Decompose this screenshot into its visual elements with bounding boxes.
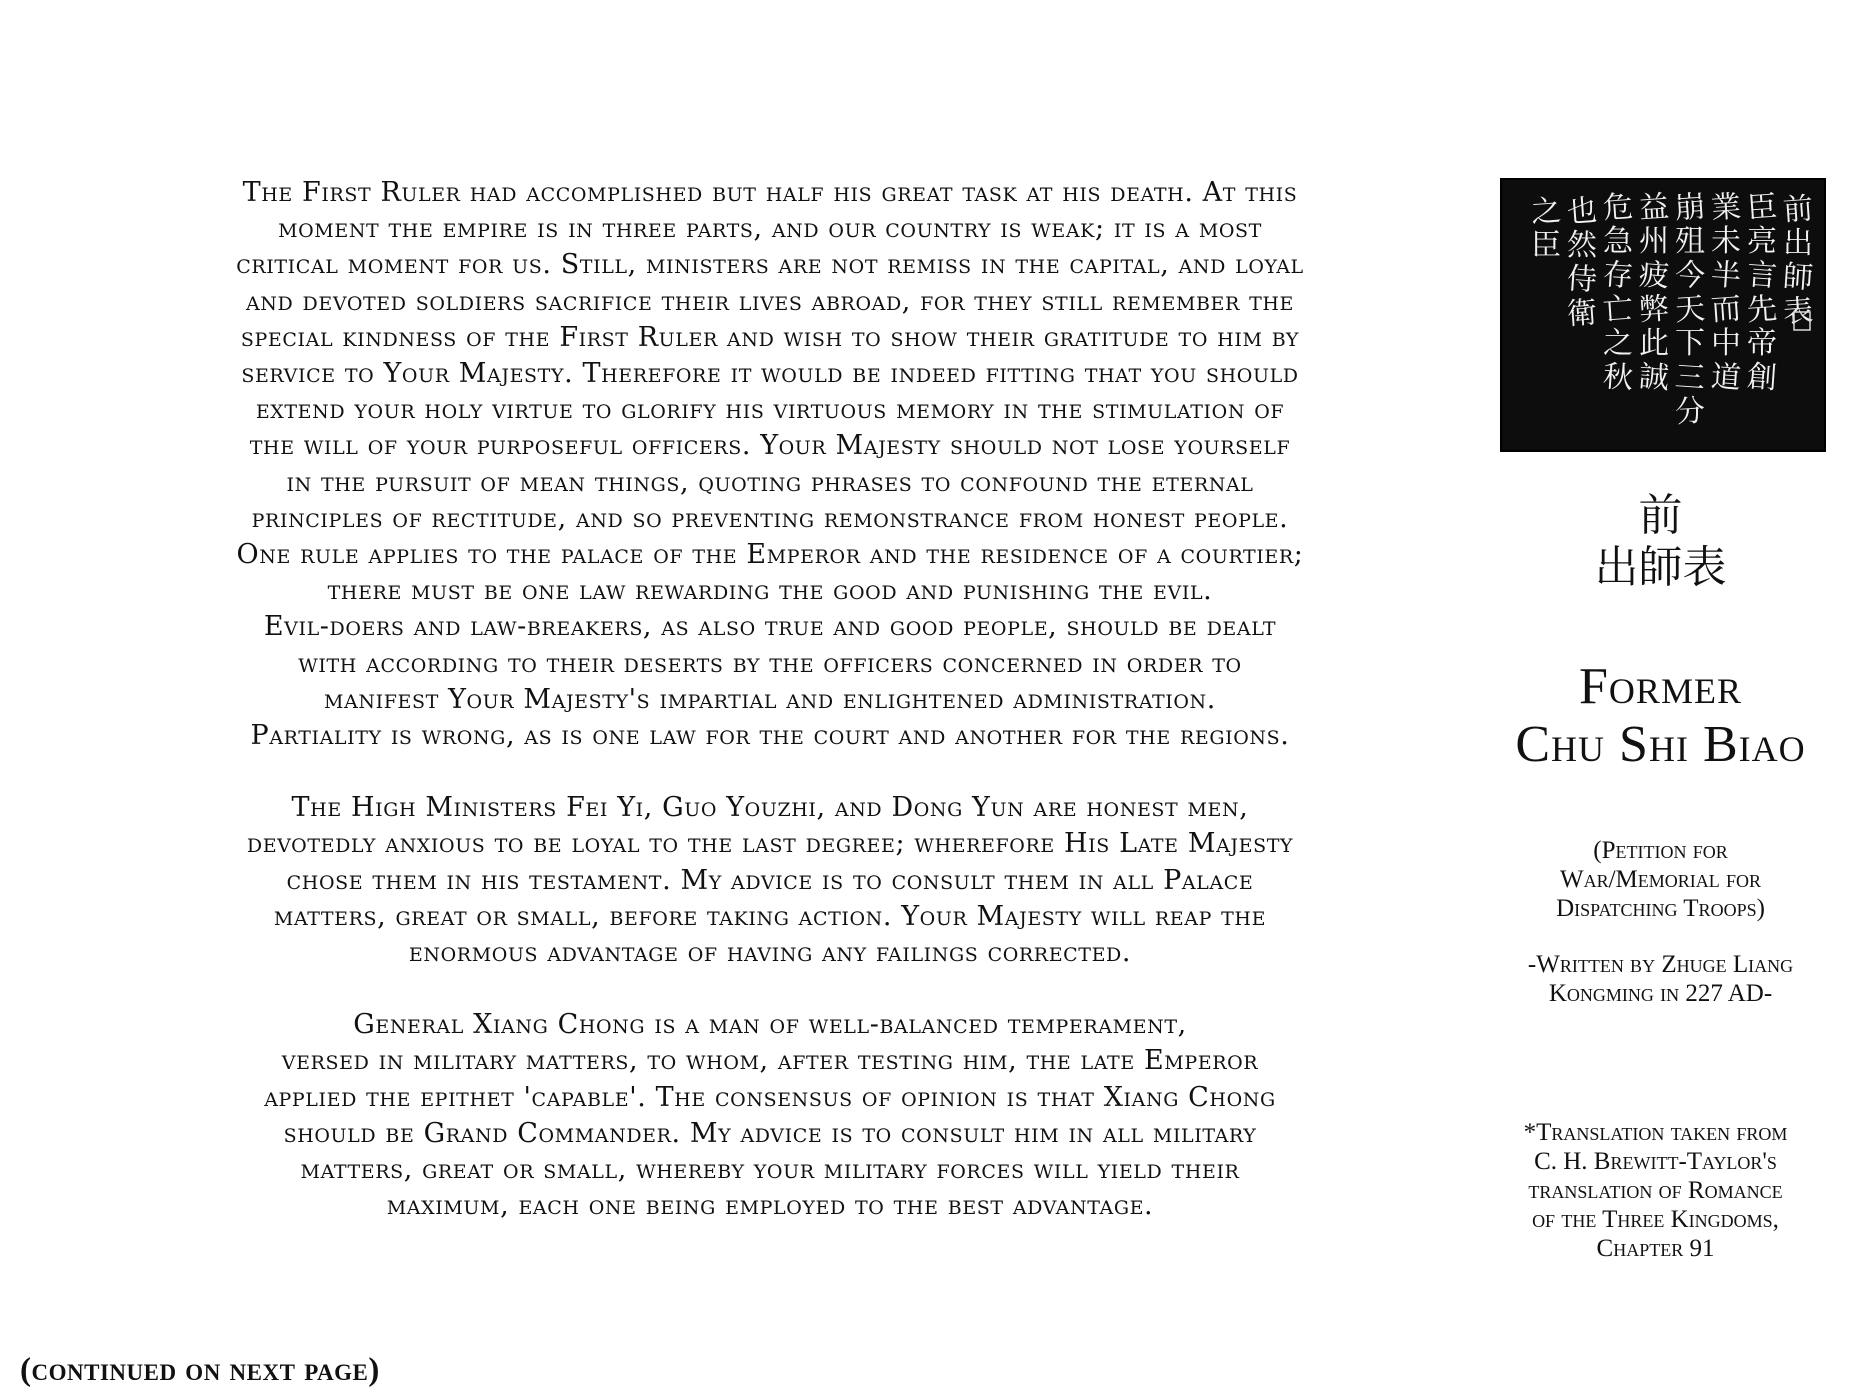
text-line: Partiality is wrong, as is one law for the court and another for the regions. <box>250 720 1290 752</box>
translation-note <box>1450 1118 1861 1263</box>
calligraphy-glyph: 然 <box>1567 228 1597 264</box>
calligraphy-glyph: 州 <box>1639 224 1669 260</box>
text-line: Evil-doers and law-breakers, as also true and good people, should be dealt <box>263 611 1277 643</box>
text-line: and devoted soldiers sacrifice their lives abroad, for they still remember the <box>245 285 1295 317</box>
subtitle-line-3: Dispatching Troops) <box>1556 895 1765 922</box>
calligraphy-glyph: 天 <box>1673 291 1707 329</box>
calligraphy-glyph: 未 <box>1711 224 1741 260</box>
text-line: manifest Your Majesty's impartial and enlightened administration. <box>324 683 1216 715</box>
note-line-3: translation of Romance <box>1528 1177 1783 1204</box>
text-line: General Xiang Chong is a man of well-balanced temperament, <box>353 1009 1187 1041</box>
text-line: enormous advantage of having any failings corrected. <box>408 937 1132 969</box>
calligraphy-glyph: 業 <box>1709 189 1743 227</box>
english-title-line-1: Former <box>1579 658 1742 715</box>
calligraphy-glyph: 臣 <box>1745 189 1779 227</box>
calligraphy-image <box>1500 178 1826 452</box>
calligraphy-glyph: 也 <box>1565 193 1599 231</box>
calligraphy-glyph: 衛 <box>1565 295 1599 333</box>
calligraphy-glyph: 此 <box>1639 326 1669 362</box>
note-line-2: C. H. Brewitt-Taylor's <box>1534 1148 1777 1175</box>
calligraphy-glyph: 秋 <box>1601 359 1635 397</box>
text-line: there must be one law rewarding the good and punishing the evil. <box>327 575 1213 607</box>
calligraphy-glyph: 殂 <box>1675 224 1705 260</box>
calligraphy-glyph: 帝 <box>1747 326 1777 362</box>
calligraphy-glyph: 之 <box>1603 326 1633 362</box>
calligraphy-glyph: 道 <box>1709 359 1743 397</box>
calligraphy-svg <box>1502 180 1824 450</box>
calligraphy-glyph: 表 <box>1781 293 1815 331</box>
text-line: maximum, each one being employed to the best advantage. <box>386 1190 1154 1222</box>
text-line: chose them in his testament. My advice is to consult them in all Palace <box>286 864 1254 896</box>
text-line: should be Grand Commander. My advice is to consult him in all military <box>283 1117 1257 1149</box>
subtitle <box>1460 836 1861 923</box>
text-line: versed in military matters, to whom, after testing him, the late Emperor <box>281 1045 1259 1077</box>
calligraphy-glyph: 三 <box>1673 359 1707 397</box>
text-line: devotedly anxious to be loyal to the last degree; wherefore His Late Majesty <box>246 828 1294 860</box>
text-line: principles of rectitude, and so preventing remonstrance from honest people. <box>251 502 1289 534</box>
note-line-4: of the Three Kingdoms, <box>1532 1206 1779 1233</box>
memorial-text <box>100 175 1440 1260</box>
text-line: The High Ministers Fei Yi, Guo Youzhi, and Dong Yun are honest men, <box>291 792 1249 824</box>
paragraph-1 <box>100 175 1440 754</box>
calligraphy-glyph: 崩 <box>1673 189 1707 227</box>
calligraphy-glyph: 疲 <box>1637 257 1671 295</box>
calligraphy-glyph: 急 <box>1603 224 1633 260</box>
calligraphy-glyph: 弊 <box>1637 291 1671 329</box>
author-line-1: -Written by Zhuge Liang <box>1527 951 1794 978</box>
calligraphy-glyph: 半 <box>1709 257 1743 295</box>
calligraphy-glyph: 出 <box>1783 226 1813 262</box>
chinese-title <box>1460 490 1861 594</box>
calligraphy-glyph: 今 <box>1673 257 1707 295</box>
subtitle-line-1: (Petition for <box>1593 837 1728 864</box>
calligraphy-glyph: 言 <box>1745 257 1779 295</box>
text-line: special kindness of the First Ruler and wish to show their gratitude to him by <box>240 321 1300 353</box>
text-line: One rule applies to the palace of the Emperor and the residence of a courtier; <box>236 539 1304 571</box>
continued-note: (continued on next page) <box>20 1352 380 1388</box>
text-line: with according to their deserts by the officers concerned in order to <box>298 647 1242 679</box>
calligraphy-glyph: 分 <box>1673 393 1707 431</box>
english-title-line-2: Chu Shi Biao <box>1515 716 1806 773</box>
calligraphy-glyph: 先 <box>1745 291 1779 329</box>
chinese-title-line-1: 前 <box>1638 490 1683 541</box>
calligraphy-glyph: 存 <box>1601 257 1635 295</box>
text-line: service to Your Majesty. Therefore it would be indeed fitting that you should <box>241 358 1299 390</box>
calligraphy-glyph: 中 <box>1711 326 1741 362</box>
author-credit <box>1460 950 1861 1008</box>
paragraph-2 <box>100 790 1440 971</box>
calligraphy-glyph: 侍 <box>1565 261 1599 299</box>
text-line: moment the empire is in three parts, and our country is weak; it is a most <box>278 213 1262 245</box>
author-line-2: Kongming in 227 AD- <box>1548 980 1773 1007</box>
text-line: matters, great or small, whereby your military forces will yield their <box>300 1154 1240 1186</box>
calligraphy-glyph: 危 <box>1601 189 1635 227</box>
calligraphy-glyph: 亮 <box>1747 224 1777 260</box>
calligraphy-glyph: 亡 <box>1601 291 1635 329</box>
text-line: matters, great or small, before taking action. Your Majesty will reap the <box>273 900 1267 932</box>
calligraphy-glyph: 益 <box>1637 189 1671 227</box>
calligraphy-glyph: 臣 <box>1531 228 1561 264</box>
text-line: applied the epithet 'capable'. The consensus of opinion is that Xiang Chong <box>264 1081 1276 1113</box>
calligraphy-glyph: 之 <box>1529 193 1563 231</box>
text-line: The First Ruler had accomplished but half his great task at his death. At this <box>242 177 1298 208</box>
chinese-title-line-2: 出師表 <box>1594 542 1727 593</box>
text-line: in the pursuit of mean things, quoting phrases to confound the eternal <box>286 466 1254 498</box>
subtitle-line-2: War/Memorial for <box>1559 866 1762 893</box>
paragraph-3 <box>100 1007 1440 1224</box>
text-line: extend your holy virtue to glorify his virtuous memory in the stimulation of <box>255 394 1285 426</box>
calligraphy-glyph: 師 <box>1781 259 1815 297</box>
calligraphy-glyph: 誠 <box>1637 359 1671 397</box>
english-title <box>1460 658 1861 774</box>
note-line-5: Chapter 91 <box>1596 1235 1715 1262</box>
calligraphy-glyph: 創 <box>1745 359 1779 397</box>
text-line: the will of your purposeful officers. Your Majesty should not lose yourself <box>249 430 1291 462</box>
calligraphy-glyph: 下 <box>1675 326 1705 362</box>
calligraphy-glyph: 前 <box>1781 191 1815 229</box>
calligraphy-glyph: 而 <box>1709 291 1743 329</box>
text-line: critical moment for us. Still, ministers are not remiss in the capital, and loyal <box>236 249 1304 281</box>
note-line-1: *Translation taken from <box>1523 1119 1788 1146</box>
